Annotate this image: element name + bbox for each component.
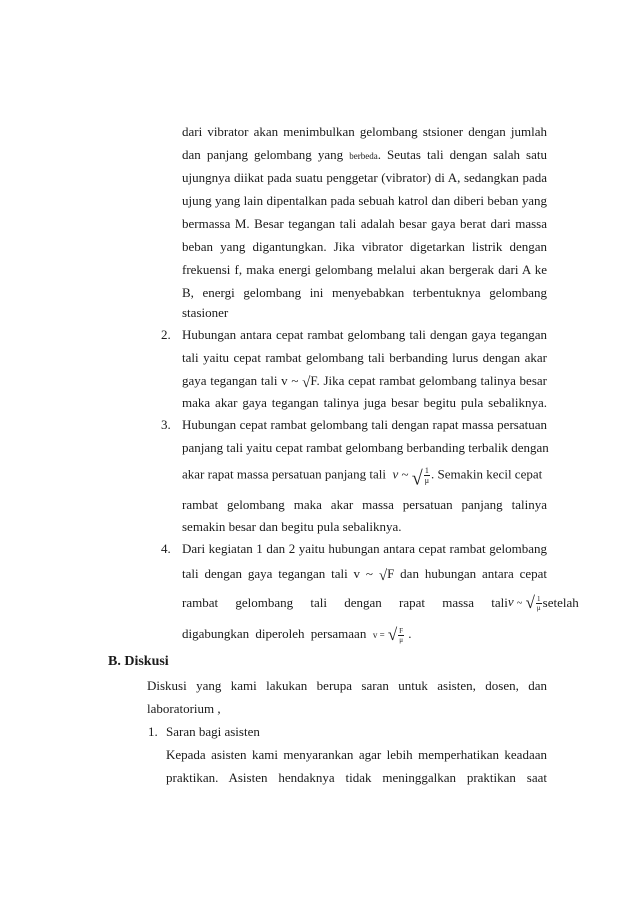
paragraph-line: Hubungan cepat rambat gelombang tali dengan rapat massa persatuan — [182, 417, 547, 432]
sqrt-symbol: √ — [525, 593, 535, 612]
sqrt-symbol: √ — [302, 375, 311, 391]
math-operator: ~ — [401, 466, 409, 482]
math-expression: v = — [372, 630, 385, 640]
fraction-denominator: μ — [399, 635, 404, 644]
paragraph-line: praktikan. Asisten hendaknya tidak meninggalkan praktikan saat — [166, 770, 547, 785]
paragraph-line: dari vibrator akan menimbulkan gelombang stsioner dengan jumlah — [182, 124, 547, 139]
list-number: 1. — [148, 724, 158, 739]
paragraph-line — [182, 566, 547, 584]
paragraph-line: bermassa M. Besar tegangan tali adalah besar gaya berat dari massa — [182, 216, 547, 231]
paragraph-line: Dari kegiatan 1 dan 2 yaitu hubungan antara cepat rambat gelombang — [182, 541, 547, 556]
paragraph-line — [182, 373, 547, 391]
paragraph-line: tali yaitu cepat rambat gelombang tali berbanding lurus dengan akar — [182, 350, 547, 365]
paragraph-line: B, energi gelombang ini menyebabkan terbentuknya gelombang — [182, 285, 547, 300]
paragraph-line: semakin besar dan begitu pula sebaliknya. — [182, 519, 402, 534]
fraction-denominator: μ — [536, 603, 541, 612]
text-segment: tali dengan gaya tegangan tali v ~ — [182, 566, 379, 581]
fraction-numerator: F — [399, 626, 404, 635]
section-heading: B. Diskusi — [108, 654, 169, 669]
math-variable: v — [392, 466, 399, 482]
paragraph-line — [182, 626, 547, 644]
paragraph-line: rambat gelombang maka akar massa persatuan panjang talinya — [182, 497, 547, 512]
math-variable: v — [507, 594, 514, 609]
math-expression — [508, 594, 543, 612]
text-segment: . — [408, 626, 412, 641]
paragraph-line: stasioner — [182, 305, 229, 320]
text-segment-small: berbeda — [349, 151, 378, 161]
text-segment: akar rapat massa persatuan panjang tali — [182, 466, 386, 482]
list-number: 3. — [161, 417, 171, 432]
subsection-title: Saran bagi asisten — [166, 724, 260, 739]
paragraph-line: panjang tali yaitu cepat rambat gelombang berbanding terbalik dengan — [182, 440, 549, 455]
text-segment: setelah — [542, 595, 579, 610]
paragraph-line: Kepada asisten kami menyarankan agar lebih memperhatikan keadaan — [166, 747, 547, 762]
paragraph-line: frekuensi f, maka energi gelombang melalui akan bergerak dari A ke — [182, 262, 547, 277]
paragraph-line: maka akar gaya tegangan talinya juga besar begitu pula sebaliknya. — [182, 395, 547, 410]
list-number: 4. — [161, 541, 171, 556]
fraction — [536, 595, 542, 612]
paragraph-line: ujungnya diikat pada suatu penggetar (vibrator) di A, sedangkan pada — [182, 170, 547, 185]
sqrt-symbol: √ — [411, 467, 423, 490]
fraction-numerator: 1 — [537, 594, 541, 603]
text-segment: . Semakin kecil cepat — [431, 466, 543, 482]
paragraph-line: beban yang digantungkan. Jika vibrator digetarkan listrik dengan — [182, 239, 547, 254]
text-segment: . Seutas tali dengan salah satu — [377, 147, 547, 162]
paragraph-line — [182, 147, 547, 164]
paragraph-line — [182, 466, 547, 490]
math-variable: F — [310, 373, 317, 388]
text-segment: digabungkan diperoleh persamaan — [182, 626, 367, 641]
paragraph-line — [182, 593, 579, 612]
sqrt-symbol: √ — [387, 625, 398, 644]
math-variable: F — [387, 566, 395, 581]
paragraph-line: Diskusi yang kami lakukan berupa saran untuk asisten, dosen, dan — [147, 678, 547, 693]
text-segment: gaya tegangan tali v ~ — [182, 373, 303, 388]
paragraph-line: ujung yang lain dipentalkan pada sebuah katrol dan diberi beban yang — [182, 193, 547, 208]
text-segment: rambat gelombang tali dengan rapat massa tali — [182, 595, 508, 610]
list-number: 2. — [161, 327, 171, 342]
fraction — [424, 466, 430, 485]
math-operator: ~ — [516, 598, 523, 609]
text-segment: dan hubungan antara cepat — [394, 566, 548, 581]
text-segment: dan panjang gelombang yang — [182, 147, 344, 162]
fraction-denominator: μ — [424, 476, 430, 485]
paragraph-line: Hubungan antara cepat rambat gelombang tali dengan gaya tegangan — [182, 327, 547, 342]
sqrt-symbol: √ — [378, 568, 388, 584]
fraction — [398, 627, 404, 644]
text-segment: . Jika cepat rambat gelombang talinya besar — [316, 373, 547, 388]
fraction-numerator: 1 — [424, 466, 429, 475]
paragraph-line: laboratorium , — [147, 701, 221, 716]
